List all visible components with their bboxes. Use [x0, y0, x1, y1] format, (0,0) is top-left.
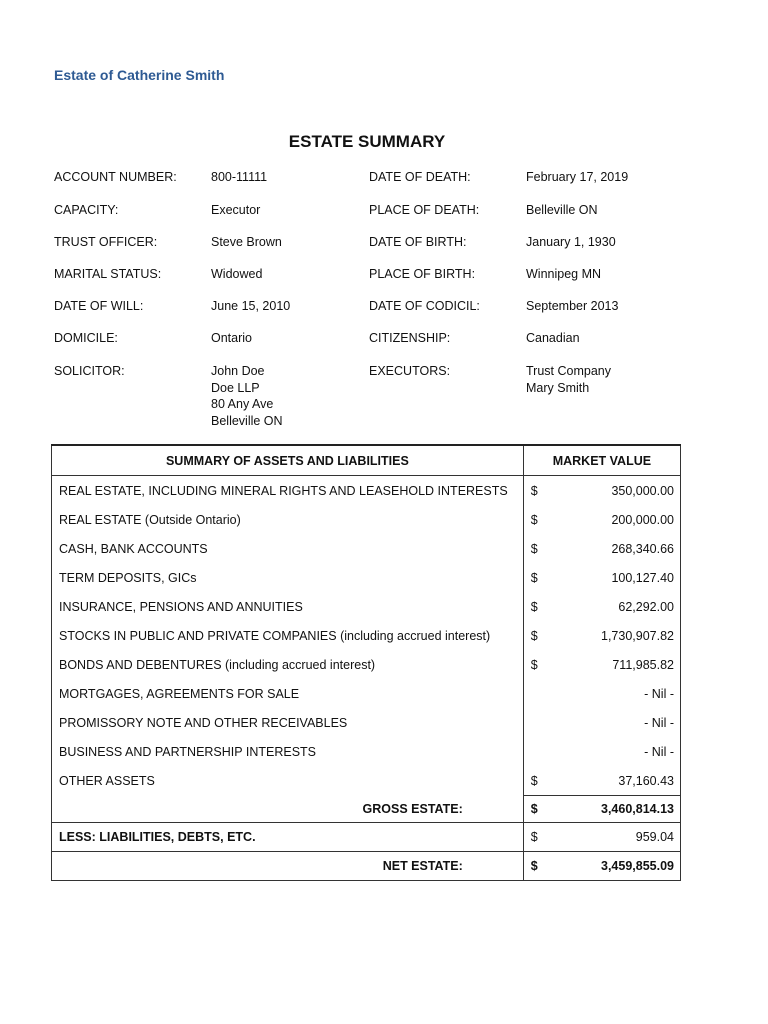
asset-value: - Nil - [549, 708, 680, 737]
table-row [52, 621, 681, 650]
liabilities-currency: $ [523, 823, 549, 852]
column-header-description: SUMMARY OF ASSETS AND LIABILITIES [52, 445, 524, 476]
asset-label: REAL ESTATE (Outside Ontario) [52, 505, 524, 534]
account-number-label: ACCOUNT NUMBER: [54, 170, 177, 184]
liabilities-row [52, 823, 681, 852]
asset-value: 268,340.66 [549, 534, 680, 563]
solicitor-label: SOLICITOR: [54, 364, 125, 378]
executor-line: Trust Company [526, 364, 611, 378]
asset-currency: $ [523, 505, 549, 534]
asset-label: STOCKS IN PUBLIC AND PRIVATE COMPANIES (including accrued interest) [52, 621, 524, 650]
table-row [52, 679, 681, 708]
asset-currency [523, 708, 549, 737]
table-row [52, 708, 681, 737]
asset-value: 1,730,907.82 [549, 621, 680, 650]
asset-label: OTHER ASSETS [52, 766, 524, 796]
net-estate-row [52, 852, 681, 881]
date-of-birth-value: January 1, 1930 [526, 235, 616, 249]
executors-label: EXECUTORS: [369, 364, 451, 378]
asset-label: CASH, BANK ACCOUNTS [52, 534, 524, 563]
asset-label: BUSINESS AND PARTNERSHIP INTERESTS [52, 737, 524, 766]
asset-currency: $ [523, 650, 549, 679]
capacity-label: CAPACITY: [54, 203, 119, 217]
asset-currency: $ [523, 476, 549, 506]
asset-label: INSURANCE, PENSIONS AND ANNUITIES [52, 592, 524, 621]
solicitor-line: Belleville ON [211, 413, 283, 428]
gross-estate-label: GROSS ESTATE: [52, 796, 524, 823]
liabilities-value: 959.04 [549, 823, 680, 852]
solicitor-value [211, 363, 283, 429]
asset-value: 100,127.40 [549, 563, 680, 592]
date-of-will-label: DATE OF WILL: [54, 299, 144, 313]
asset-currency [523, 679, 549, 708]
gross-estate-row [52, 796, 681, 823]
citizenship-value: Canadian [526, 331, 580, 345]
executors-value [526, 363, 611, 396]
date-of-birth-label: DATE OF BIRTH: [369, 235, 467, 249]
gross-estate-value: 3,460,814.13 [549, 796, 680, 823]
place-of-death-value: Belleville ON [526, 203, 598, 217]
asset-currency: $ [523, 592, 549, 621]
asset-value: 711,985.82 [549, 650, 680, 679]
table-row [52, 650, 681, 679]
net-estate-label: NET ESTATE: [52, 852, 524, 881]
asset-label: REAL ESTATE, INCLUDING MINERAL RIGHTS AND LEASEHOLD INTERESTS [52, 476, 524, 506]
asset-value: 200,000.00 [549, 505, 680, 534]
place-of-birth-value: Winnipeg MN [526, 267, 602, 281]
page-title: ESTATE SUMMARY [288, 132, 446, 151]
citizenship-label: CITIZENSHIP: [369, 331, 451, 345]
table-header-row [52, 445, 681, 476]
date-of-codicil-label: DATE OF CODICIL: [369, 299, 480, 313]
account-number-value: 800-11111 [211, 170, 268, 184]
asset-value: - Nil - [549, 737, 680, 766]
table-row [52, 476, 681, 506]
table-row [52, 505, 681, 534]
asset-currency: $ [523, 534, 549, 563]
date-of-death-value: February 17, 2019 [526, 170, 629, 184]
estate-title: Estate of Catherine Smith [54, 67, 225, 83]
table-row [52, 592, 681, 621]
asset-label: MORTGAGES, AGREEMENTS FOR SALE [52, 679, 524, 708]
asset-value: - Nil - [549, 679, 680, 708]
column-header-market-value: MARKET VALUE [523, 445, 680, 476]
asset-value: 37,160.43 [549, 766, 680, 796]
place-of-death-label: PLACE OF DEATH: [369, 203, 480, 217]
marital-status-label: MARITAL STATUS: [54, 267, 162, 281]
table-row [52, 737, 681, 766]
asset-label: PROMISSORY NOTE AND OTHER RECEIVABLES [52, 708, 524, 737]
asset-value: 62,292.00 [549, 592, 680, 621]
marital-status-value: Widowed [211, 267, 263, 281]
solicitor-line: 80 Any Ave [211, 397, 274, 411]
asset-currency: $ [523, 766, 549, 796]
net-estate-value: 3,459,855.09 [549, 852, 680, 881]
date-of-codicil-value: September 2013 [526, 299, 619, 313]
asset-value: 350,000.00 [549, 476, 680, 506]
domicile-value: Ontario [211, 331, 252, 345]
asset-label: BONDS AND DEBENTURES (including accrued interest) [52, 650, 524, 679]
net-estate-currency: $ [523, 852, 549, 881]
asset-currency [523, 737, 549, 766]
trust-officer-value: Steve Brown [211, 235, 282, 249]
table-row [52, 766, 681, 796]
gross-estate-currency: $ [523, 796, 549, 823]
date-of-will-value: June 15, 2010 [211, 299, 291, 313]
place-of-birth-label: PLACE OF BIRTH: [369, 267, 476, 281]
assets-liabilities-table [51, 444, 681, 881]
date-of-death-label: DATE OF DEATH: [369, 170, 471, 184]
capacity-value: Executor [211, 203, 261, 217]
solicitor-line: John Doe [211, 364, 265, 378]
trust-officer-label: TRUST OFFICER: [54, 235, 158, 249]
liabilities-label: LESS: LIABILITIES, DEBTS, ETC. [52, 823, 524, 852]
table-row [52, 563, 681, 592]
asset-label: TERM DEPOSITS, GICs [52, 563, 524, 592]
asset-currency: $ [523, 621, 549, 650]
domicile-label: DOMICILE: [54, 331, 118, 345]
table-row [52, 534, 681, 563]
executor-line: Mary Smith [526, 380, 590, 395]
solicitor-line: Doe LLP [211, 380, 260, 395]
asset-currency: $ [523, 563, 549, 592]
